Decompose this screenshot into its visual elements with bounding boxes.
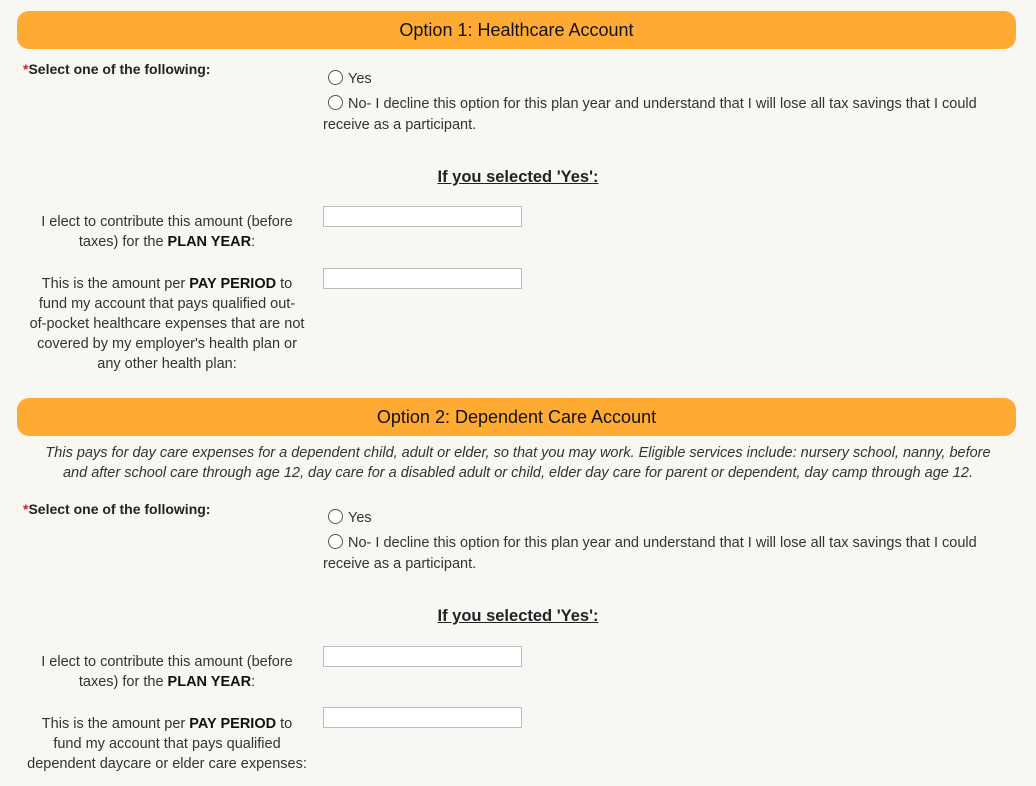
option2-pay-period-label (14, 714, 320, 774)
option1-plan-year-bold: PLAN YEAR (167, 234, 252, 250)
option2-pay-period-label-l2: fund my account that pays qualified (53, 736, 281, 752)
option1-select-text: Select one of the following: (28, 61, 211, 77)
option2-plan-year-colon: : (251, 674, 256, 690)
option1-select-label (23, 61, 210, 77)
option2-select-label (23, 501, 210, 517)
option1-title: Option 1: Healthcare Account (399, 19, 634, 40)
option2-no-radio[interactable] (328, 534, 343, 549)
option2-no-option[interactable] (328, 533, 977, 553)
option1-if-yes-text: If you selected 'Yes': (437, 168, 599, 186)
option1-pay-period-label-l4: covered by my employer's health plan or (37, 336, 297, 352)
option2-yes-radio[interactable] (328, 509, 343, 524)
option1-yes-radio[interactable] (328, 70, 343, 85)
required-marker: * (23, 501, 29, 517)
option2-select-text: Select one of the following: (28, 501, 211, 517)
option2-plan-year-label-l1: I elect to contribute this amount (before (41, 654, 293, 670)
option1-pay-period-label-l5: any other health plan: (97, 356, 237, 372)
option1-plan-year-colon: : (251, 234, 256, 250)
option1-plan-year-input[interactable] (323, 206, 522, 227)
option1-pay-period-bold: PAY PERIOD (189, 276, 277, 292)
option2-pay-period-label-l1: This is the amount per (41, 716, 190, 732)
option2-header (17, 398, 1016, 436)
option2-description-l1: This pays for day care expenses for a dependent child, adult or elder, so that you may work. Eligible services include: nursery school, nanny, before (45, 445, 991, 461)
option2-yes-label[interactable]: Yes (348, 510, 372, 526)
option1-plan-year-label (25, 212, 309, 252)
option1-if-yes-heading (0, 168, 1036, 187)
option2-no-label-line2[interactable]: receive as a participant. (323, 556, 477, 572)
option1-no-label-line1[interactable]: No- I decline this option for this plan year and understand that I will lose all tax savings that I could (348, 96, 977, 112)
option1-pay-period-input[interactable] (323, 268, 522, 289)
option1-pay-period-label-l3: of-pocket healthcare expenses that are not (29, 316, 305, 332)
option1-no-option[interactable] (328, 94, 977, 114)
option1-plan-year-label-l1: I elect to contribute this amount (before (41, 214, 293, 230)
option2-pay-period-label-l3: dependent daycare or elder care expenses: (27, 756, 307, 772)
option2-plan-year-label-l2: taxes) for the (78, 674, 168, 690)
option2-description (28, 443, 1008, 483)
option2-pay-period-to: to (276, 716, 293, 732)
option2-yes-option[interactable] (328, 508, 372, 528)
option2-pay-period-bold: PAY PERIOD (189, 716, 277, 732)
option2-if-yes-text: If you selected 'Yes': (437, 607, 599, 625)
option2-no-label-line1[interactable]: No- I decline this option for this plan year and understand that I will lose all tax savings that I could (348, 535, 977, 551)
option1-pay-period-label-l2: fund my account that pays qualified out- (38, 296, 296, 312)
option1-pay-period-label-l1: This is the amount per (41, 276, 190, 292)
option2-pay-period-input[interactable] (323, 707, 522, 728)
option2-plan-year-bold: PLAN YEAR (167, 674, 252, 690)
option2-plan-year-input[interactable] (323, 646, 522, 667)
option2-plan-year-label (25, 652, 309, 692)
required-marker: * (23, 61, 29, 77)
option2-if-yes-heading (0, 607, 1036, 626)
option1-pay-period-label (20, 274, 314, 374)
option1-header (17, 11, 1016, 49)
option2-title: Option 2: Dependent Care Account (376, 406, 657, 427)
option1-no-radio[interactable] (328, 95, 343, 110)
option1-pay-period-to: to (276, 276, 293, 292)
option1-yes-option[interactable] (328, 69, 372, 89)
option2-description-l2: and after school care through age 12, day care for a disabled adult or child, elder day care for parent or dependent, day camp through age 12. (62, 465, 974, 481)
option1-yes-label[interactable]: Yes (348, 71, 372, 87)
option1-no-label-line2[interactable]: receive as a participant. (323, 117, 477, 133)
option1-plan-year-label-l2: taxes) for the (78, 234, 168, 250)
